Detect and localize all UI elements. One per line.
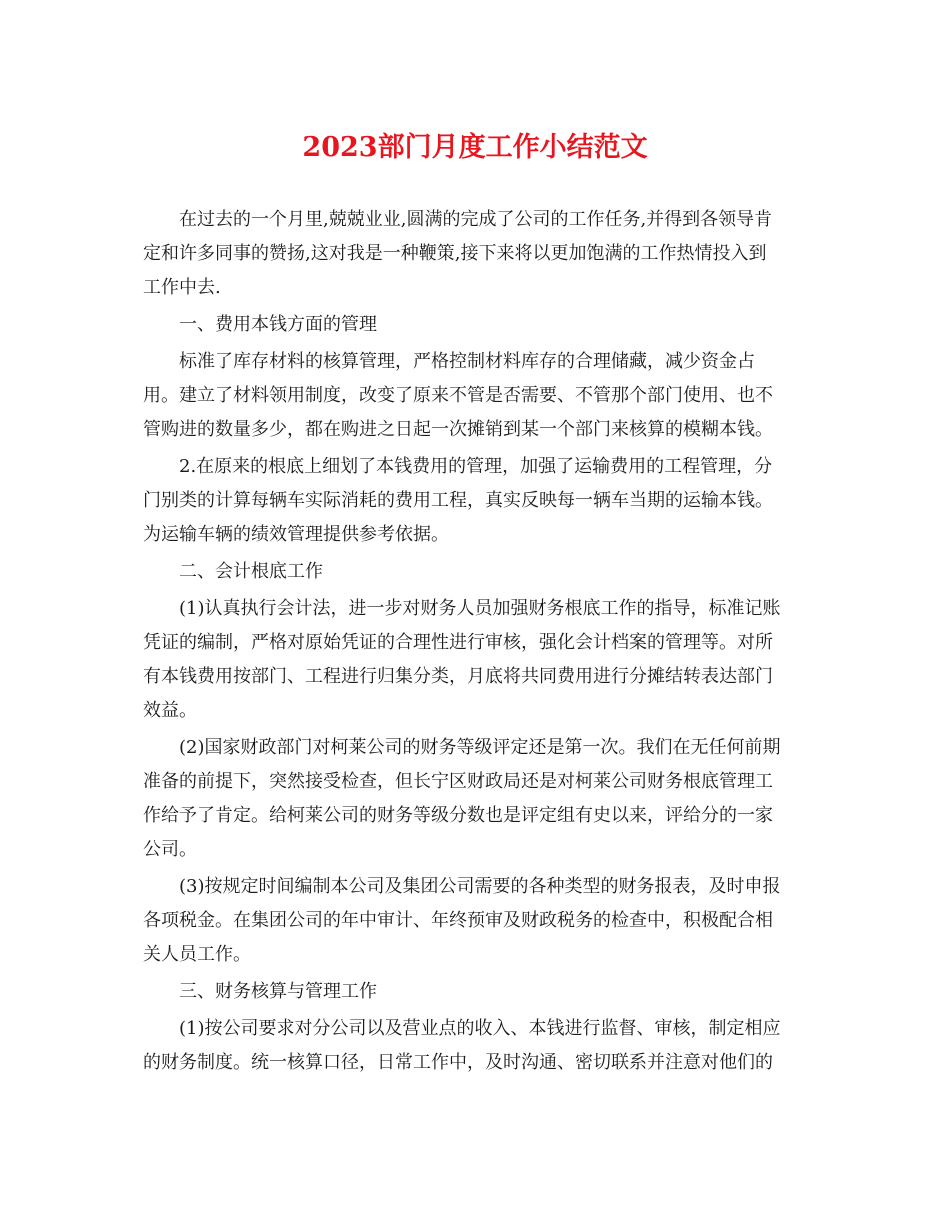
text-line: 公司。: [143, 839, 197, 860]
text-line: (1)按公司要求对分公司以及营业点的收入、本钱进行监督、审核，制定相应: [179, 1018, 781, 1039]
body-paragraph: [143, 345, 807, 447]
body-paragraph: [143, 203, 807, 305]
text-line: 一、费用本钱方面的管理: [179, 314, 377, 335]
document-title: 2023部门月度工作小结范文: [302, 132, 648, 163]
text-line: 定和许多同事的赞扬,这对我是一种鞭策,接下来将以更加饱满的工作热情投入到: [143, 243, 767, 264]
body-paragraph: [143, 731, 807, 867]
text-line: 有本钱费用按部门、工程进行归集分类，月底将共同费用进行分摊结转表达部门: [143, 666, 773, 687]
text-line: 的财务制度。统一核算口径，日常工作中，及时沟通、密切联系并注意对他们的: [143, 1052, 773, 1073]
text-line: 二、会计根底工作: [179, 561, 323, 582]
text-line: 标准了库存材料的核算管理，严格控制材料库存的合理储藏，减少资金占: [179, 351, 755, 372]
text-line: 各项税金。在集团公司的年中审计、年终预审及财政税务的检查中，积极配合相: [143, 910, 773, 931]
text-line: 2.在原来的根底上细划了本钱费用的管理，加强了运输费用的工程管理，分: [179, 456, 773, 477]
text-line: 凭证的编制，严格对原始凭证的合理性进行审核，强化会计档案的管理等。对所: [143, 632, 773, 653]
text-line: 关人员工作。: [143, 944, 251, 965]
document-body: [143, 203, 807, 1083]
section-heading: [143, 555, 807, 589]
section-heading: [143, 975, 807, 1009]
text-line: (3)按规定时间编制本公司及集团公司需要的各种类型的财务报表，及时申报: [179, 876, 781, 897]
text-line: 准备的前提下，突然接受检查，但长宁区财政局还是对柯莱公司财务根底管理工: [143, 771, 773, 792]
section-heading: [143, 308, 807, 342]
text-line: (2)国家财政部门对柯莱公司的财务等级评定还是第一次。我们在无任何前期: [179, 737, 781, 758]
text-line: 门别类的计算每辆车实际消耗的费用工程，真实反映每一辆车当期的运输本钱。: [143, 490, 773, 511]
text-line: 在过去的一个月里,兢兢业业,圆满的完成了公司的工作任务,并得到各领导肯: [179, 209, 773, 230]
text-line: 效益。: [143, 700, 197, 721]
body-paragraph: [143, 870, 807, 972]
text-line: 管购进的数量多少，都在购进之日起一次摊销到某一个部门来核算的模糊本钱。: [143, 419, 773, 440]
body-paragraph: [143, 1012, 807, 1080]
text-line: (1)认真执行会计法，进一步对财务人员加强财务根底工作的指导，标准记账: [179, 598, 781, 619]
body-paragraph: [143, 592, 807, 728]
text-line: 三、财务核算与管理工作: [179, 981, 377, 1002]
text-line: 作给予了肯定。给柯莱公司的财务等级分数也是评定组有史以来，评给分的一家: [143, 805, 773, 826]
text-line: 用。建立了材料领用制度，改变了原来不管是否需要、不管那个部门使用、也不: [143, 385, 773, 406]
text-line: 为运输车辆的绩效管理提供参考依据。: [143, 524, 449, 545]
text-line: 工作中去.: [143, 277, 221, 298]
body-paragraph: [143, 450, 807, 552]
